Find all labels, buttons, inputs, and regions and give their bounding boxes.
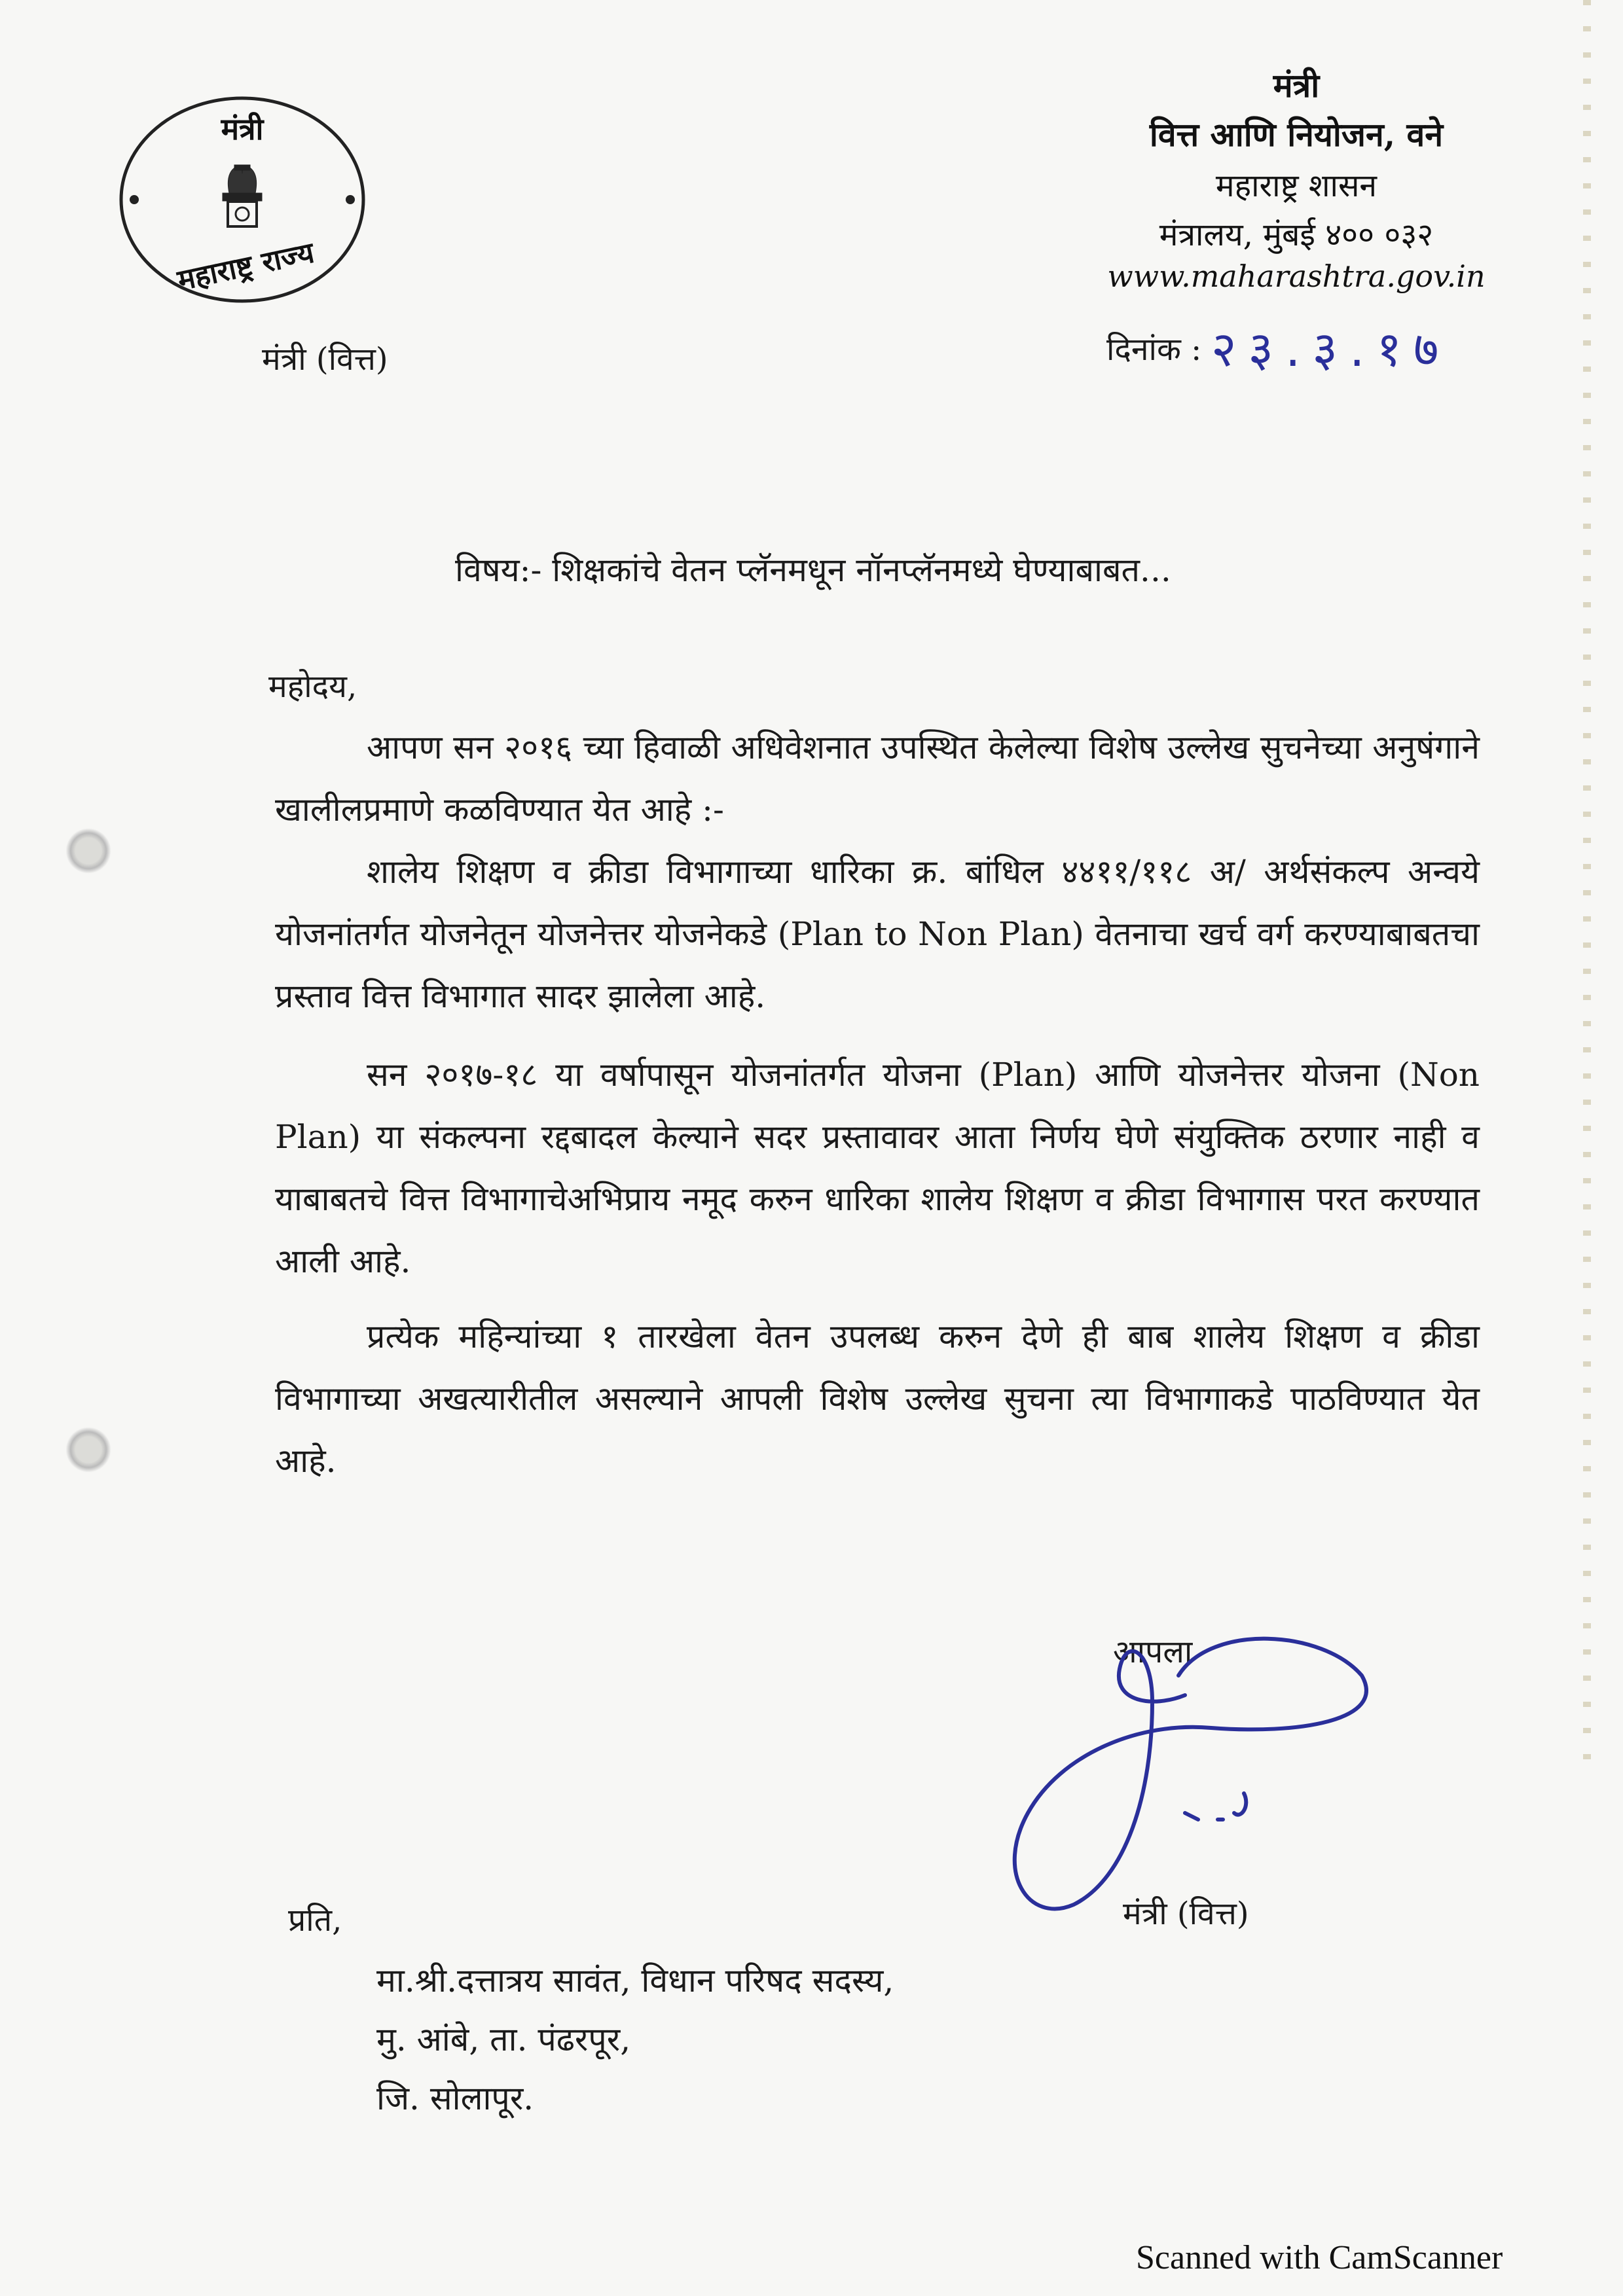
ashoka-emblem-icon — [223, 165, 262, 226]
seal-bottom-text: महाराष्ट्र राज्य — [174, 236, 318, 298]
date-label: दिनांक : — [1106, 331, 1202, 368]
body-paragraph: शालेय शिक्षण व क्रीडा विभागाच्या धारिका क्र. बांधिल ४४११/११८ अ/ अर्थसंकल्प अन्वये योजनांतर्गत योजनेतून योजनेत्तर योजनेकडे (Plan to Non Plan) वेतनाचा खर्च वर्ग करण्याबाबतचा प्रस्ताव वित्त विभागात सादर झालेला आहे. — [275, 853, 1480, 1015]
letterhead-title: मंत्री — [1273, 66, 1320, 105]
sender-designation: मंत्री (वित्त) — [262, 341, 388, 378]
punch-hole-top — [65, 828, 111, 874]
seal-top-text: मंत्री — [221, 111, 264, 147]
subject-line: विषय:- शिक्षकांचे वेतन प्लॅनमधून नॉनप्लॅनमध्ये घेण्याबाबत... — [455, 551, 1171, 589]
scanner-watermark: Scanned with CamScanner — [1136, 2239, 1503, 2276]
letterhead-website: www.maharashtra.gov.in — [1107, 259, 1486, 294]
date-value-handwritten: २३.३.१७ — [1211, 321, 1451, 378]
recipient-address-line: मा.श्री.दत्तात्रय सावंत, विधान परिषद सदस्य, — [376, 1962, 894, 2000]
punch-hole-bottom — [65, 1427, 111, 1473]
body-paragraph: आपण सन २०१६ च्या हिवाळी अधिवेशनात उपस्थित केलेल्या विशेष उल्लेख सुचनेच्या अनुषंगाने खालीलप्रमाणे कळविण्यात येत आहे :- — [275, 728, 1480, 829]
letterhead-address: मंत्रालय, मुंबई ४०० ०३२ — [1159, 217, 1434, 253]
scan-edge-marks — [1583, 0, 1591, 1767]
letterhead-state: महाराष्ट्र शासन — [1215, 168, 1377, 204]
recipient-address-line: मु. आंबे, ता. पंढरपूर, — [376, 2020, 631, 2058]
recipient-label: प्रति, — [288, 1902, 342, 1939]
salutation: महोदय, — [268, 668, 357, 705]
recipient-address-line: जि. सोलापूर. — [376, 2079, 534, 2117]
body-paragraph: सन २०१७-१८ या वर्षापासून योजनांतर्गत योजना (Plan) आणि योजनेत्तर योजना (Non Plan) या संकल्पना रद्दबादल केल्याने सदर प्रस्तावावर आता निर्णय घेणे संयुक्तिक ठरणार नाही व याबाबतचे वित्त विभागाचेअभिप्राय नमूद करुन धारिका शालेय शिक्षण व क्रीडा विभागास परत करण्यात आली आहे. — [275, 1056, 1480, 1280]
signer-designation: मंत्री (वित्त) — [1123, 1895, 1249, 1932]
body-paragraph: प्रत्येक महिन्यांच्या १ तारखेला वेतन उपलब्ध करुन देणे ही बाब शालेय शिक्षण व क्रीडा विभागाच्या अखत्यारीतील असल्याने आपली विशेष उल्लेख सुचना त्या विभागाकडे पाठविण्यात येत आहे. — [275, 1318, 1480, 1480]
closing-text: आपला — [1113, 1634, 1193, 1670]
handwritten-signature — [903, 1597, 1401, 1937]
letterhead-department: वित्त आणि नियोजन, वने — [1149, 115, 1444, 154]
